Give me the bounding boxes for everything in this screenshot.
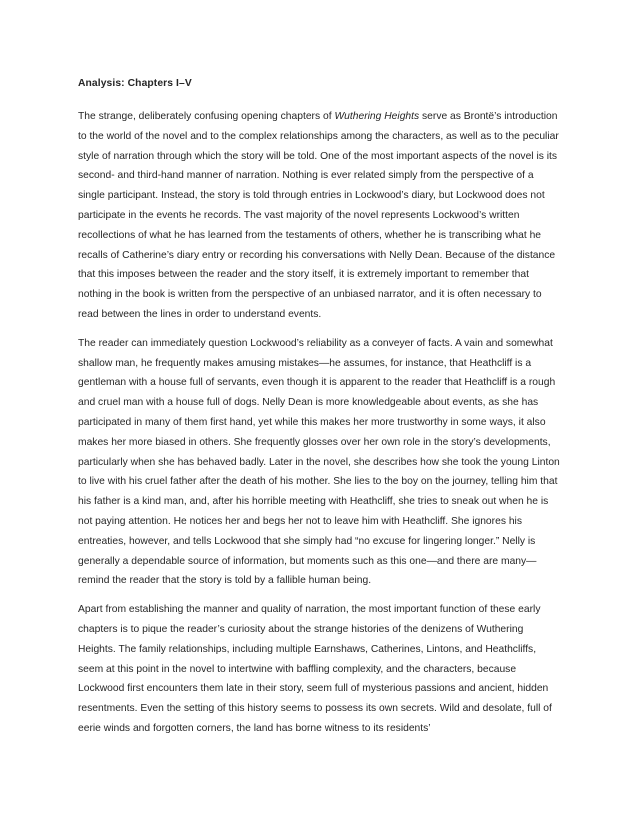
paragraph-text: serve as Brontë’s introduction to the world of the novel and to the complex relationships among the characters, as well as to the peculiar style of narration through which the story will be told. One of the most important aspects of the novel is its second- and third-hand manner of narration. Nothing is ever related simply from the perspective of a single participant. Instead, the story is told through entries in Lockwood’s diary, but Lockwood does not participate in the events he records. The vast majority of the novel represents Lockwood’s written recollections of what he has learned from the testaments of others, whether he is transcribing what he recalls of Catherine’s diary entry or recording his conversations with Nelly Dean. Because of the distance that this imposes between the reader and the story itself, it is extremely important to remember that nothing in the book is written from the perspective of an unbiased narrator, and it is often necessary to read between the lines in order to understand events. (78, 111, 559, 320)
section-heading: Analysis: Chapters I–V (78, 78, 192, 89)
book-title: Wuthering Heights (334, 111, 420, 122)
paragraph-text: The strange, deliberately confusing opening chapters of (78, 111, 335, 122)
paragraph-reliability: The reader can immediately question Lockwood’s reliability as a conveyer of facts. A vain and somewhat shallow man, he frequently makes amusing mistakes—he assumes, for instance, that Heathcliff is a gentleman with a house full of servants, even though it is apparent to the reader that Heathcliff is a rough and cruel man with a house full of dogs. Nelly Dean is more knowledgeable about events, as she has participated in many of them first hand, yet while this makes her more trustworthy in some ways, it also makes her more biased in others. She frequently glosses over her own role in the story’s developments, particularly when she has behaved badly. Later in the novel, she describes how she took the young Linton to live with his cruel father after the death of his mother. She lies to the boy on the journey, telling him that his father is a kind man, and, after his horrible meeting with Heathcliff, she tries to sneak out when he is not paying attention. He notices her and begs her not to leave him with Heathcliff. She ignores his entreaties, however, and tells Lockwood that she simply had “no excuse for lingering longer.” Nelly is generally a dependable source of information, but moments such as this one—and there are many—remind the reader that the story is told by a fallible human being. (78, 337, 560, 587)
paragraph-function: Apart from establishing the manner and quality of narration, the most important function of these early chapters is to pique the reader’s curiosity about the strange histories of the denizens of Wuthering Heights. The family relationships, including multiple Earnshaws, Catherines, Lintons, and Heathcliffs, seem at this point in the novel to intertwine with baffling complexity, and the characters, because Lockwood first encounters them late in their story, seem full of mysterious passions and ancient, hidden resentments. Even the setting of this history seems to possess its own secrets. Wild and desolate, full of eerie winds and forgotten corners, the land has borne witness to its residents’ (78, 604, 552, 734)
document-body (78, 74, 562, 748)
paragraph-narration (78, 107, 562, 325)
